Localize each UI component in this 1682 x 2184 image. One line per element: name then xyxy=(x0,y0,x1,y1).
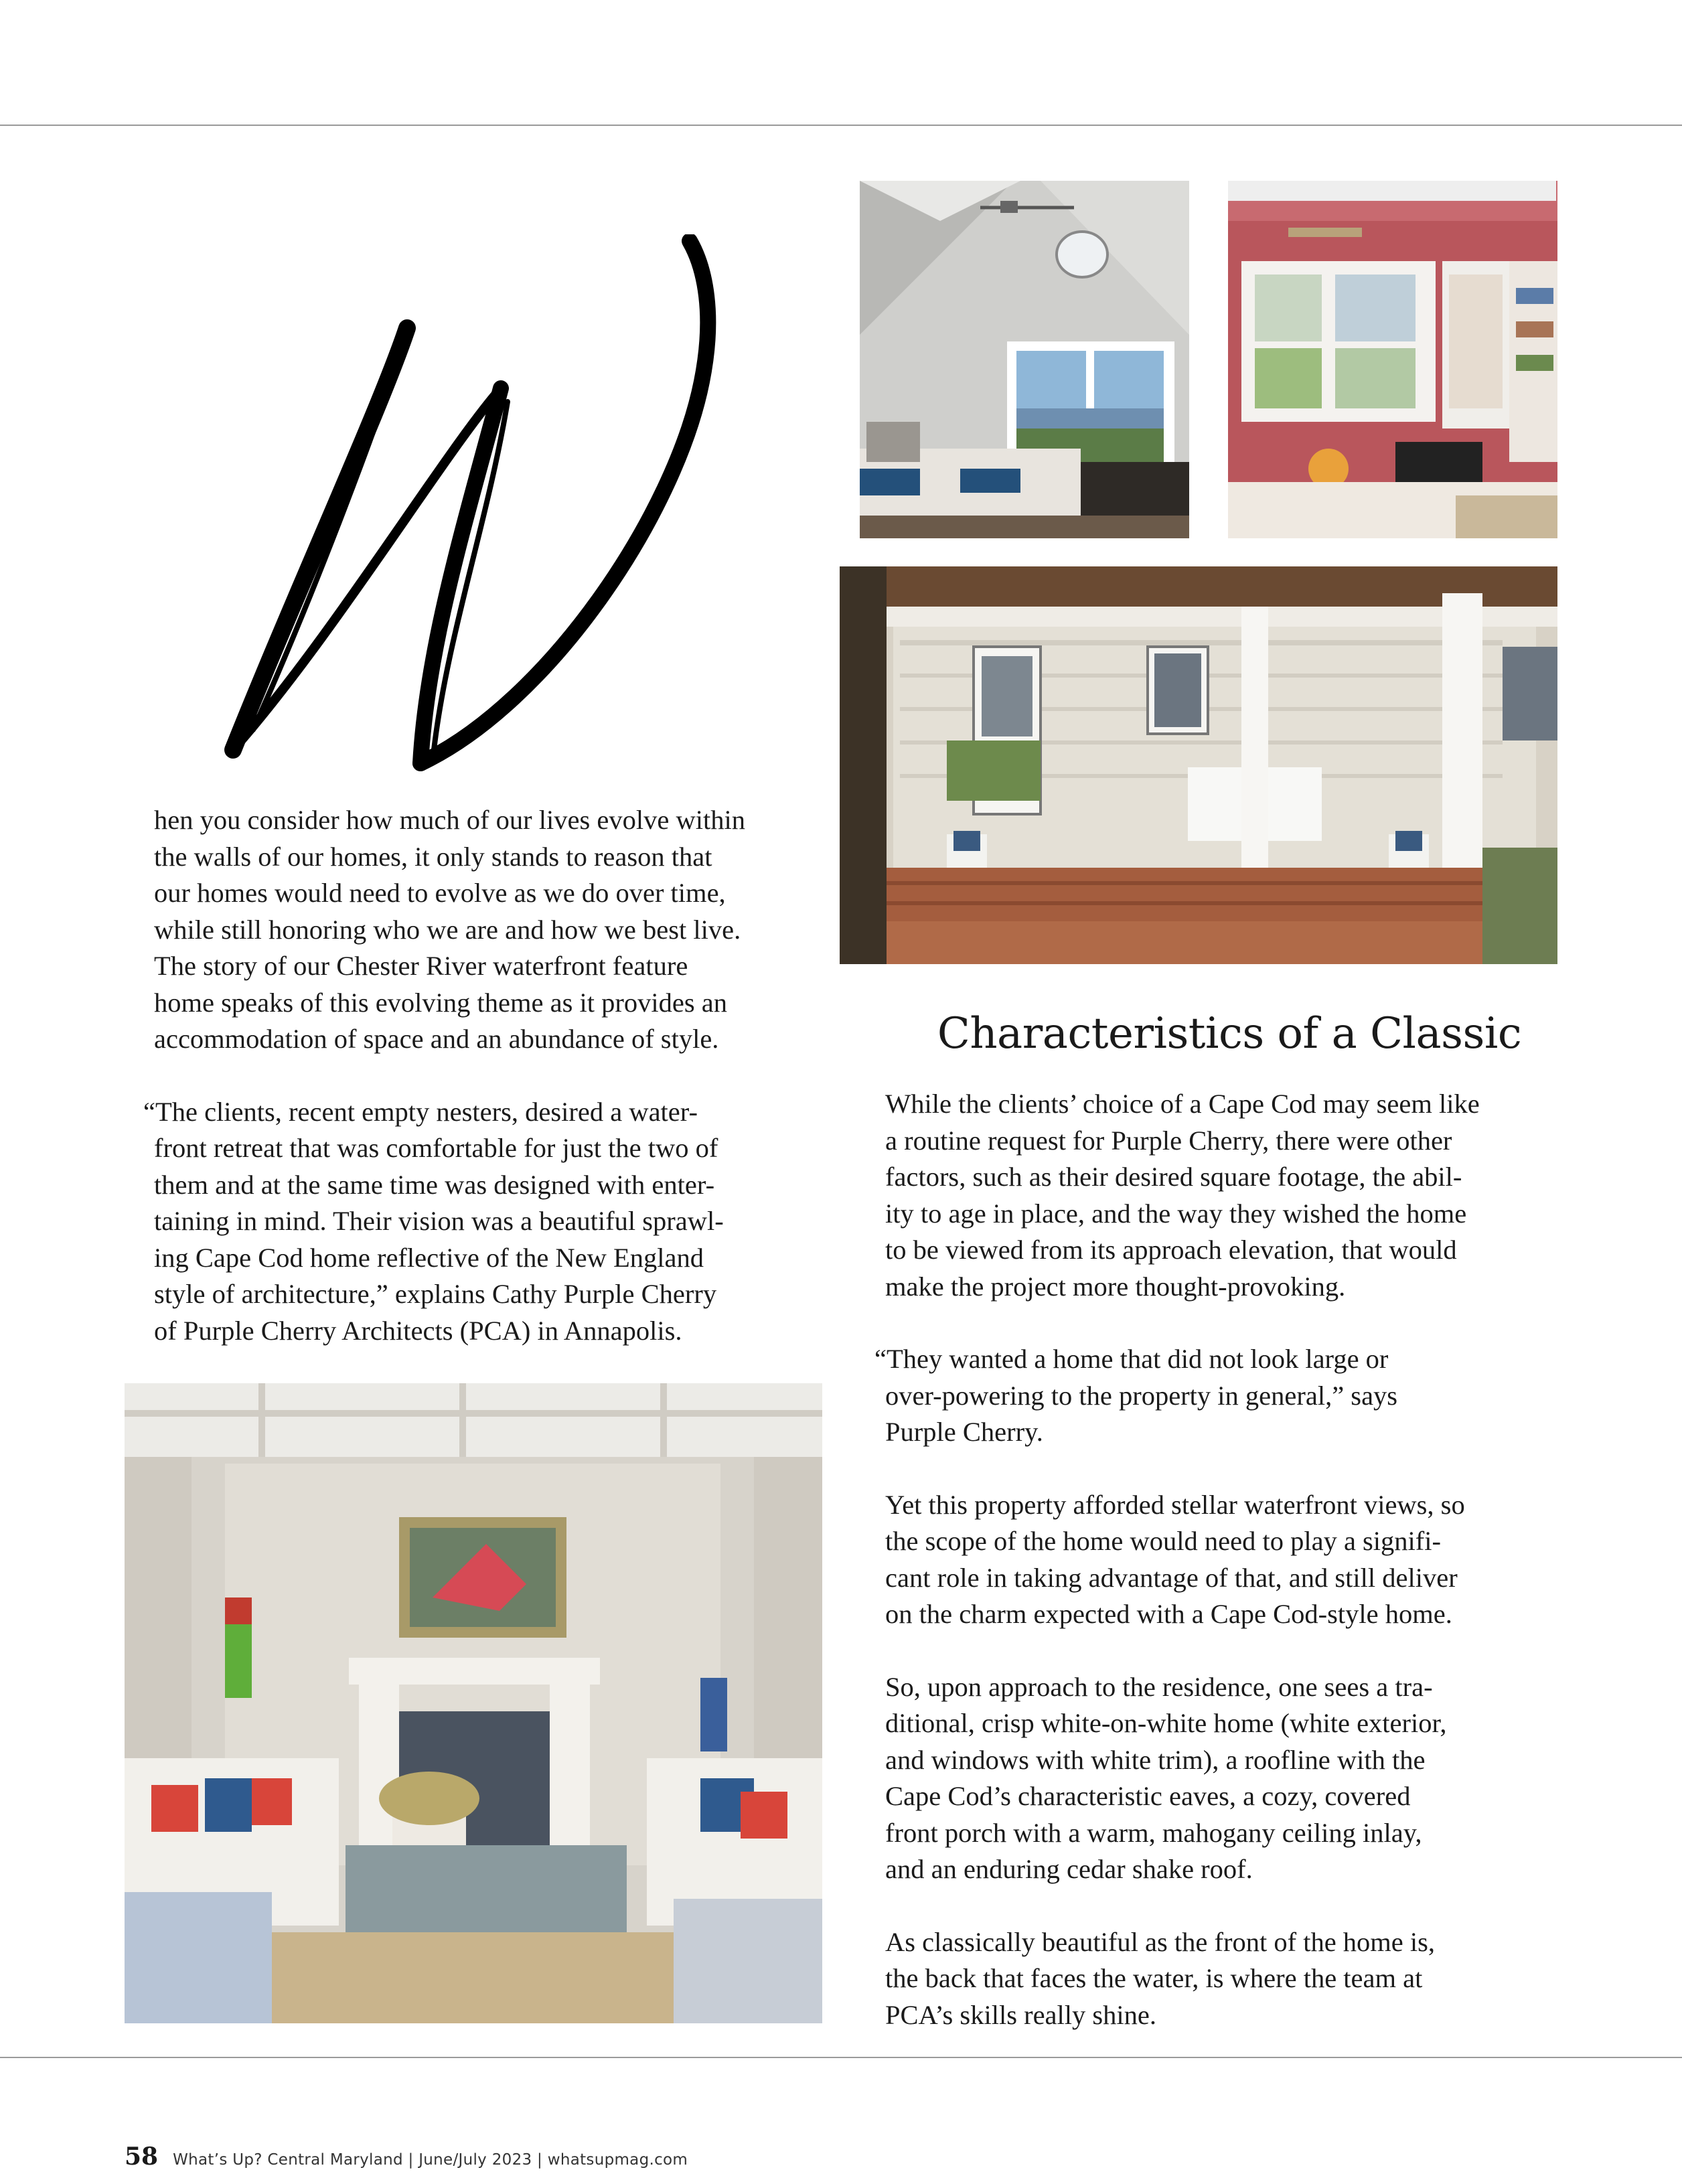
drop-cap-w xyxy=(213,234,782,783)
office-photo xyxy=(1228,181,1557,538)
bottom-rule xyxy=(0,2057,1682,2058)
intro-paragraph-1: hen you consider how much of our lives evolve within the walls of our homes, it only stands to reason that our homes would need to evolve as we do over time, while still honoring who we are and how we best live. The story of our Chester River waterfront feature home speaks of this evolving theme as it provides an accommodation of space and an abundance of style. xyxy=(154,805,745,1054)
section-paragraph-5: As classically beautiful as the front of the home is, the back that faces the water, is where the team at PCA’s skills really shine. xyxy=(885,1926,1436,2030)
article-section-column xyxy=(874,1086,1555,2070)
top-rule xyxy=(0,125,1682,126)
section-paragraph-4: So, upon approach to the residence, one sees a tra- ditional, crisp white-on-white home (white exterior, and windows with white trim), a roofline with the Cape Cod’s characteristic eaves, a cozy, covered front porch with a warm, mahogany ceiling inlay, and an enduring cedar shake roof. xyxy=(885,1671,1447,1884)
section-paragraph-1: While the clients’ choice of a Cape Cod may seem like a routine request for Purple Cherry, there were other factors, such as their desired square footage, the abil- ity to age in place, and the way they wished the home to be viewed from its approach elevation, that would make the project more thought-provoking. xyxy=(885,1089,1480,1302)
publication-line: What’s Up? Central Maryland | June/July 2023 | whatsupmag.com xyxy=(173,2151,688,2169)
page-number: 58 xyxy=(125,2142,159,2171)
bedroom-photo xyxy=(860,181,1189,538)
intro-paragraph-2: “The clients, recent empty nesters, desired a water- front retreat that was comfortable for just the two of them and at the same time was designed with enter- taining in mind. Their vision was a beautiful sprawl- ing Cape Cod home reflective of the New England style of architecture,” explains Cathy Purple Cherry of Purple Cherry Architects (PCA) in Annapolis. xyxy=(143,1096,724,1346)
porch-photo xyxy=(840,566,1557,964)
article-intro-column xyxy=(143,802,824,1385)
section-paragraph-2: “They wanted a home that did not look large or over-powering to the property in general,” says Purple Cherry. xyxy=(874,1344,1398,1447)
section-subhead: Characteristics of a Classic xyxy=(937,1009,1522,1059)
living-room-photo xyxy=(125,1383,822,2023)
page-footer xyxy=(125,2142,688,2176)
section-paragraph-3: Yet this property afforded stellar waterfront views, so the scope of the home would need to play a signifi- cant role in taking advantage of that, and still deliver on the charm expected with a Cape Cod-style home. xyxy=(885,1489,1465,1629)
